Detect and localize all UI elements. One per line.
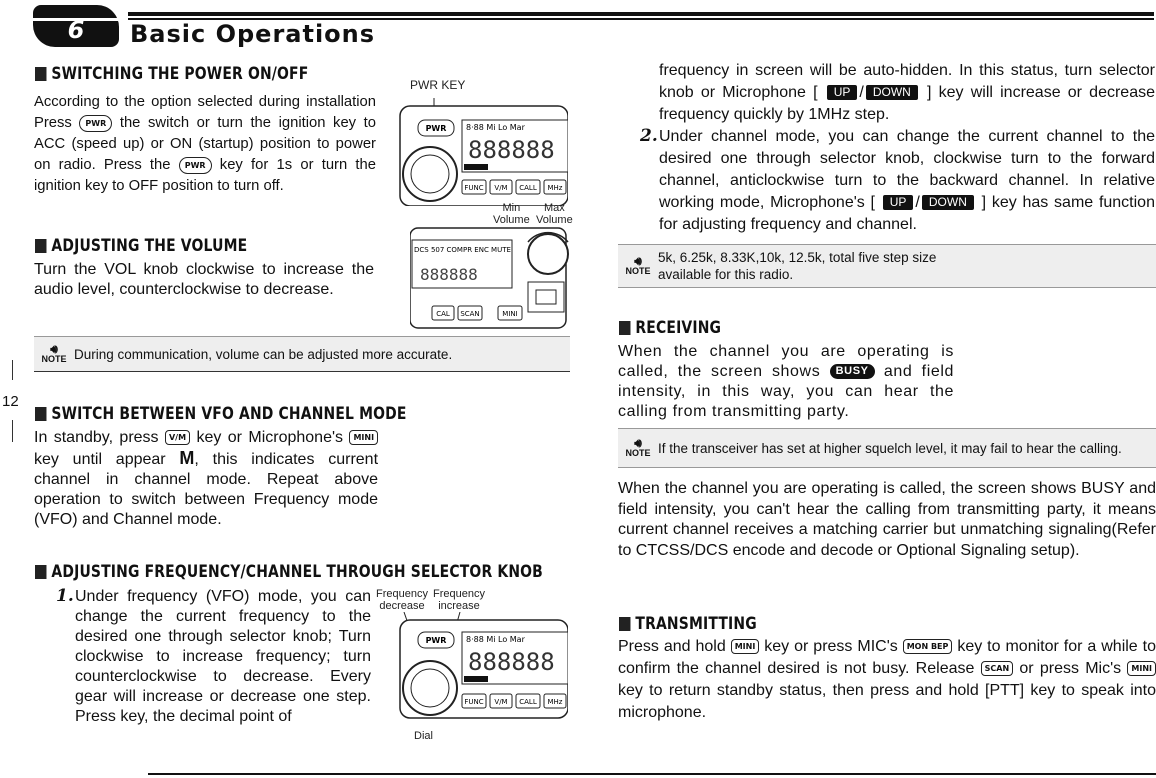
selector-item-1-number: 1. <box>56 586 74 606</box>
svg-text:CALL: CALL <box>519 184 537 192</box>
squelch-note-text: If the transceiver has set at higher squelch level, it may fail to hear the calling. <box>658 440 1122 456</box>
mon-key-icon: MON BEP <box>903 639 953 654</box>
busy-indicator-icon: BUSY <box>830 364 875 379</box>
pwr-key-icon: PWR <box>79 115 112 132</box>
volume-note <box>34 336 570 372</box>
radio-panel-selector-figure <box>394 612 568 722</box>
svg-text:V/M: V/M <box>494 184 508 192</box>
svg-text:MHz: MHz <box>547 184 563 192</box>
section-title-power: SWITCHING THE POWER ON/OFF <box>35 64 308 84</box>
note-speaker-icon: 🔊︎ NOTE <box>625 254 651 276</box>
min-volume-caption: Min Volume <box>493 202 530 226</box>
page-number: 12 <box>2 393 19 410</box>
selector-item-1-text: Under frequency (VFO) mode, you can change the current frequency to the desired one through selector knob; Turn clockwise to increase frequency; turn counterclockwise to decrease. Every gear will increase or decrease one step. Press key, the decimal point of <box>75 588 371 725</box>
svg-text:888888: 888888 <box>468 648 555 676</box>
svg-text:MHz: MHz <box>547 698 563 706</box>
power-paragraph: According to the option selected during installation Press PWR the switch or turn the ignition key to ACC (speed up) or ON (startup) position to power on radio. Press the PWR key for 1s or turn the ignition key to OFF position to turn off. <box>34 94 376 194</box>
receiving-paragraph: When the channel you are operating is called, the screen shows BUSY and field intensity, in this way, you can hear the calling from transmitting party. <box>618 343 955 420</box>
section-bullet <box>35 407 46 421</box>
squelch-note <box>618 428 1156 468</box>
svg-text:888888: 888888 <box>420 265 478 284</box>
svg-text:V/M: V/M <box>494 698 508 706</box>
section-bullet <box>619 321 630 335</box>
max-volume-caption: Max Volume <box>536 202 573 226</box>
down-key-icon: DOWN <box>866 85 918 100</box>
svg-text:8·88 Mi Lo Mar: 8·88 Mi Lo Mar <box>466 123 525 132</box>
step-size-note <box>618 244 1156 288</box>
section-bullet <box>35 67 46 81</box>
vm-key-icon: V/M <box>165 430 190 445</box>
selector-item-2-number: 2. <box>640 126 658 146</box>
section-title-vfo: SWITCH BETWEEN VFO AND CHANNEL MODE <box>35 404 407 424</box>
receiving-paragraph-2: When the channel you are operating is called, the screen shows BUSY and field intensity, you can't hear the calling from transmitting party, it means current channel receives a matching carrier but unmatching signaling(Refer to CTCSS/DCS encode and decode or Optional Signaling setup). <box>618 480 1156 559</box>
svg-text:FUNC: FUNC <box>464 698 484 706</box>
pwr-key-icon: PWR <box>179 157 212 174</box>
section-title-receiving: RECEIVING <box>619 318 721 338</box>
chapter-badge <box>33 5 119 47</box>
header-rule-top <box>128 12 1154 16</box>
svg-text:MINI: MINI <box>502 310 518 318</box>
svg-text:CALL: CALL <box>519 698 537 706</box>
down-key-icon: DOWN <box>922 195 974 210</box>
mini-key-icon: MINI <box>349 430 378 445</box>
svg-text:DCS 507 COMPR ENC MUTE: DCS 507 COMPR ENC MUTE <box>414 246 511 254</box>
volume-paragraph: Turn the VOL knob clockwise to increase the audio level, counterclockwise to decrease. <box>34 261 374 298</box>
volume-note-text: During communication, volume can be adjusted more accurate. <box>74 346 453 362</box>
svg-text:CAL: CAL <box>436 310 450 318</box>
vfo-paragraph: In standby, press V/M key or Microphone's MINI key until appear M, this indicates current channel in channel mode. Repeat above operation to switch between Frequency mode (VFO) and Channel mode. <box>34 429 379 528</box>
scan-key-icon: SCAN <box>981 661 1014 676</box>
mini-key-icon: MINI <box>731 639 760 654</box>
section-title-volume: ADJUSTING THE VOLUME <box>35 236 247 256</box>
up-key-icon: UP <box>827 85 858 100</box>
section-bullet <box>619 617 630 631</box>
svg-text:PWR: PWR <box>425 124 447 133</box>
transmitting-paragraph: Press and hold MINI key or press MIC's MON BEP key to monitor for a while to confirm the channel desired is not busy. Release SCAN or press Mic's MINI key to return standby status, then press and hold [PTT] key to speak into microphone. <box>618 638 1156 721</box>
selector-item-2-text: Under channel mode, you can change the current channel to the desired one through selector knob, clockwise turn to the forward channel, anticlockwise turn to the backward channel. In relative working mode, Microphone's [ UP / DOWN ] key has same function for adjusting frequency and channel. <box>659 128 1155 233</box>
page-number-rule-bottom <box>12 420 13 442</box>
pwr-key-caption: PWR KEY <box>410 78 466 92</box>
svg-text:8·88 Mi Lo Mar: 8·88 Mi Lo Mar <box>466 635 525 644</box>
radio-panel-volume-figure <box>410 226 570 330</box>
note-speaker-icon: 🔊︎ NOTE <box>625 436 651 458</box>
section-title-transmitting: TRANSMITTING <box>619 614 757 634</box>
selector-continuation: frequency in screen will be auto-hidden. In this status, turn selector knob or Microphone [ UP / DOWN ] key will increase or decrease frequency quickly by 1MHz step. <box>659 62 1155 123</box>
radio-panel-power-figure <box>394 96 568 206</box>
note-speaker-icon: 🔊︎ NOTE <box>41 342 67 364</box>
dial-caption: Dial <box>414 730 433 742</box>
section-bullet <box>35 565 46 579</box>
step-size-note-text: 5k, 6.25k, 8.33K,10k, 12.5k, total five step size available for this radio. <box>658 250 937 282</box>
page-number-rule-top <box>12 360 13 380</box>
left-note-underline <box>34 371 570 372</box>
svg-text:PWR: PWR <box>425 636 447 645</box>
page-title: Basic Operations <box>130 20 376 48</box>
section-bullet <box>35 239 46 253</box>
footer-rule <box>148 773 1156 775</box>
svg-text:FUNC: FUNC <box>464 184 484 192</box>
section-title-selector: ADJUSTING FREQUENCY/CHANNEL THROUGH SELECTOR KNOB <box>35 562 543 582</box>
svg-text:SCAN: SCAN <box>460 310 480 318</box>
channel-mode-glyph: M <box>179 448 195 468</box>
mini-key-icon: MINI <box>1127 661 1156 676</box>
chapter-number: 6 <box>67 16 85 44</box>
frequency-decrease-caption: Frequency decrease <box>376 588 428 612</box>
svg-text:888888: 888888 <box>468 136 555 164</box>
frequency-increase-caption: Frequency increase <box>433 588 485 612</box>
up-key-icon: UP <box>883 195 914 210</box>
